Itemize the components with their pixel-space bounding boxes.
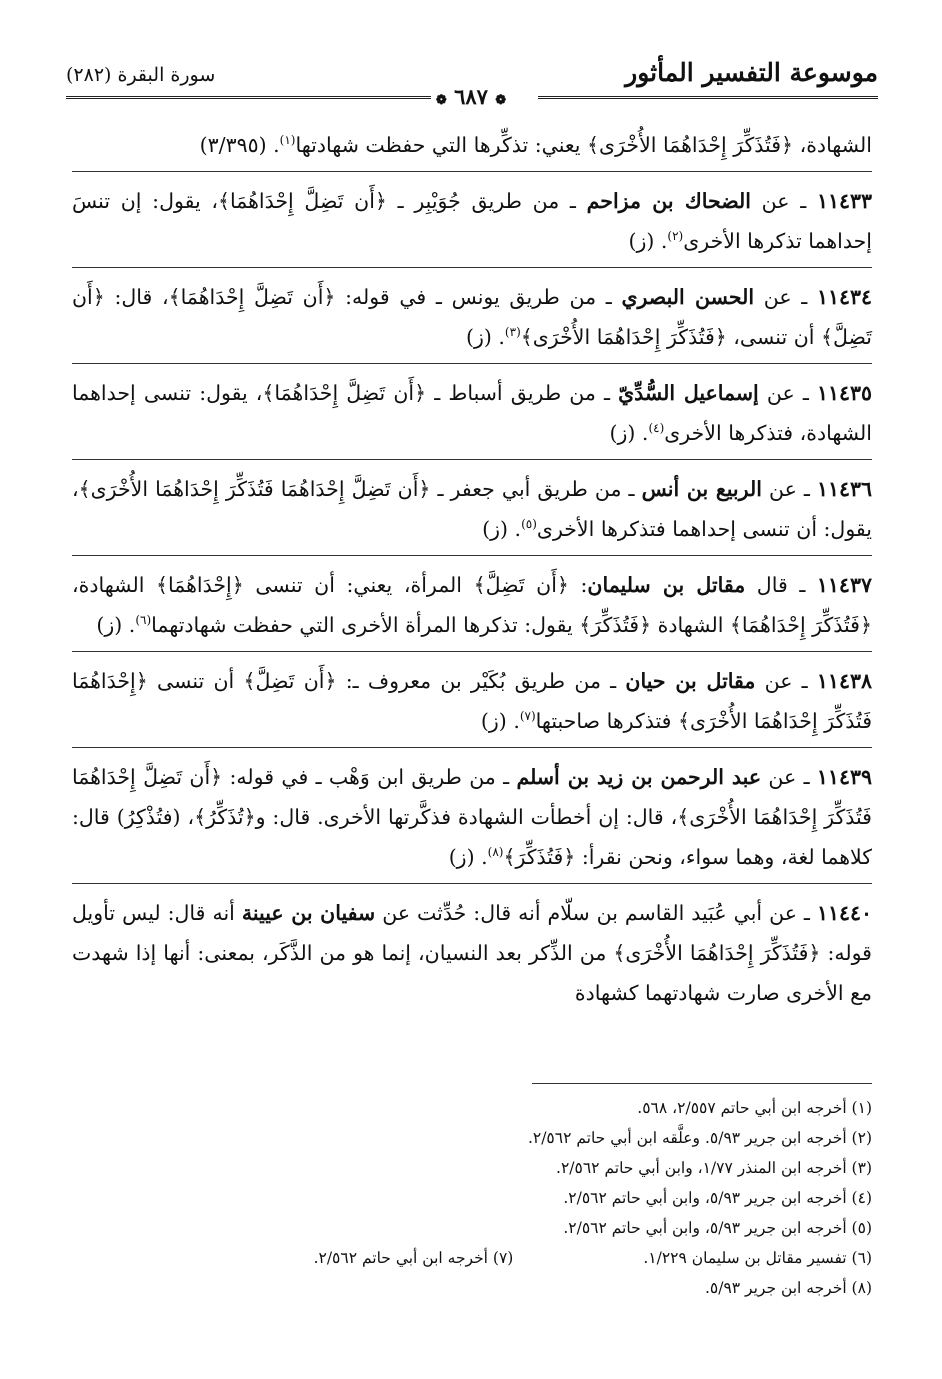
athar-paragraph <box>72 373 872 460</box>
text-segment: ، يقول: تنسى إحداهما الشهادة، فتذكرها الأخرى <box>72 381 872 445</box>
footnote-ref: (٢) <box>667 229 684 244</box>
text-segment: ، قال: <box>104 285 169 309</box>
footnote-ref: (٥) <box>521 517 537 532</box>
text-segment: . (ز) <box>609 421 649 445</box>
athar-number: ١١٤٣٧ <box>816 573 872 597</box>
text-segment: ـ من طريق جُوَيْبِر ـ <box>386 189 587 213</box>
text-segment: . (٣/٣٩٥) <box>199 133 280 157</box>
text-segment: ، يقول: إن تنسَ إحداهما تذكرها الأخرى <box>72 189 872 253</box>
athar-paragraph <box>72 757 872 884</box>
footnote-separator <box>532 1083 872 1084</box>
quran-quote: ﴿أَن تَضِلَّ إِحْدَاهُمَا﴾ <box>217 189 387 213</box>
text-segment: : <box>568 573 588 597</box>
footnote-ref: (٣) <box>504 325 521 340</box>
athar-intro: ـ عن <box>761 765 817 789</box>
text-segment: . (ز) <box>465 325 505 349</box>
athar-intro: ـ عن <box>761 477 817 501</box>
text-segment: . (ز) <box>448 845 488 869</box>
footnote: (٦) تفسير مقاتل بن سليمان ١/٢٢٩. <box>643 1249 872 1267</box>
text-segment: ـ من طريق أبي جعفر ـ <box>430 477 642 501</box>
page-number: ٦٨٧ <box>454 84 488 109</box>
text-segment: أنه قال: ليس تأويل قوله: <box>72 901 872 965</box>
text-segment: الشهادة، <box>72 573 156 597</box>
narrator-name: عبد الرحمن بن زيد بن أسلم <box>516 765 762 789</box>
athar-paragraph <box>72 277 872 364</box>
athar-intro: ـ عن <box>755 669 817 693</box>
footnote: (٣) أخرجه ابن المنذر ١/٧٧، وابن أبي حاتم ٢/٥٦٢. <box>556 1159 872 1177</box>
athar-intro: ـ عن أبي عُبَيد القاسم بن سلّام أنه قال: حُدِّثت عن <box>375 901 817 925</box>
quran-quote: ﴿فَتُذَكِّرَ إِحْدَاهُمَا الأُخْرَى﴾ <box>587 133 794 157</box>
athar-number: ١١٤٣٥ <box>816 381 872 405</box>
athar-intro: ـ عن <box>758 381 817 405</box>
text-segment: الشهادة، <box>793 133 872 157</box>
header-rule-right <box>538 96 878 99</box>
footnote-ref: (١) <box>279 133 296 148</box>
text-segment: ـ من طريق بُكَيْر بن معروف ـ: <box>336 669 626 693</box>
footnote-ref: (٧) <box>519 709 536 724</box>
header-rule-left <box>66 96 431 99</box>
text-segment: المرأة، يعني: أن تنسى <box>243 573 474 597</box>
quran-quote: ﴿أَن تَضِلَّ﴾ <box>72 285 872 349</box>
text-segment: ، قال: إن أخطأت الشهادة فذكَّرتها الأخرى. قال: و <box>255 805 678 829</box>
athar-paragraph <box>72 469 872 556</box>
quran-quote: ﴿أَن تَضِلَّ﴾ <box>243 669 337 693</box>
text-segment: فتذكرها صاحبتها <box>535 709 678 733</box>
athar-paragraph <box>72 181 872 268</box>
narrator-name: مقاتل بن حيان <box>625 669 756 693</box>
athar-number: ١١٤٣٦ <box>816 477 872 501</box>
footnote: (٧) أخرجه ابن أبي حاتم ٢/٥٦٢. <box>313 1249 514 1267</box>
text-segment: . (ز) <box>96 613 136 637</box>
footnote: (٨) أخرجه ابن جرير ٥/٩٣. <box>704 1279 872 1297</box>
text-segment: ـ من طريق أسباط ـ <box>426 381 619 405</box>
text-segment: يقول: تذكرها المرأة الأخرى التي حفظت شهادتهما <box>151 613 580 637</box>
quran-quote: ﴿إِحْدَاهُمَا فَتُذَكِّرَ إِحْدَاهُمَا الأُخْرَى﴾ <box>72 669 872 733</box>
text-segment: ـ من طريق يونس ـ في قوله: <box>335 285 622 309</box>
athar-intro: ـ عن <box>754 285 817 309</box>
quran-quote: ﴿أَن تَضِلَّ إِحْدَاهُمَا﴾ <box>168 285 336 309</box>
quran-quote: ﴿فَتُذَكِّرَ إِحْدَاهُمَا﴾ <box>729 613 872 637</box>
quran-quote: ﴿أَن تَضِلَّ إِحْدَاهُمَا﴾ <box>262 381 427 405</box>
footnote-row <box>72 1243 872 1273</box>
footnote: (٢) أخرجه ابن جرير ٥/٩٣. وعلَّقه ابن أبي حاتم ٢/٥٦٢. <box>527 1129 872 1147</box>
narrator-name: إسماعيل السُّدِّيّ <box>618 381 759 405</box>
narrator-name: الحسن البصري <box>621 285 755 309</box>
surah-label: سورة البقرة (٢٨٢) <box>66 64 216 86</box>
text-segment: أن تنسى <box>147 669 244 693</box>
text-segment: ، يقول: أن تنسى إحداهما فتذكرها الأخرى <box>72 477 872 541</box>
text-segment: . (ز) <box>482 517 522 541</box>
footnote-ref: (٨) <box>487 845 504 860</box>
narrator-name: سفيان بن عيينة <box>241 901 376 925</box>
athar-paragraph <box>72 893 872 1019</box>
book-title: موسوعة التفسير المأثور <box>625 58 878 87</box>
athar-number: ١١٤٣٨ <box>816 669 872 693</box>
text-segment: ـ من طريق ابن وَهْب ـ في قوله: <box>222 765 517 789</box>
quran-quote: ﴿تُذَكِّرُ﴾ <box>194 805 256 829</box>
footnote-ref: (٤) <box>648 421 665 436</box>
text-segment: أن تنسى، <box>726 325 821 349</box>
footnote: (٥) أخرجه ابن جرير ٥/٩٣، وابن أبي حاتم ٢/٥٦٢. <box>563 1219 872 1237</box>
athar-intro: ـ قال <box>745 573 817 597</box>
quran-quote: ﴿أَن تَضِلَّ﴾ <box>473 573 569 597</box>
ornament-icon: ❁ <box>435 93 447 108</box>
footnote-ref: (٦) <box>135 613 152 628</box>
athar-intro: ـ عن <box>750 189 817 213</box>
narrator-name: الربيع بن أنس <box>641 477 762 501</box>
text-segment: . (ز) <box>480 709 520 733</box>
athar-paragraph <box>72 661 872 748</box>
quran-quote: ﴿فَتُذَكِّرَ إِحْدَاهُمَا الأُخْرَى﴾ <box>520 325 727 349</box>
footnotes <box>72 1093 872 1303</box>
text-segment: ، (فتُذْكِرُ) قال: كلاهما لغة، وهما سواء، ونحن نقرأ: <box>72 805 872 869</box>
athar-number: ١١٤٣٣ <box>816 189 872 213</box>
athar-paragraph <box>72 125 872 172</box>
quran-quote: ﴿أَن تَضِلَّ إِحْدَاهُمَا فَتُذَكِّرَ إِحْدَاهُمَا الأُخْرَى﴾ <box>78 477 431 501</box>
text-segment: . (ز) <box>628 229 668 253</box>
ornament-icon: ❁ <box>495 93 507 108</box>
athar-number: ١١٤٣٤ <box>816 285 872 309</box>
page-header <box>66 54 878 110</box>
quran-quote: ﴿إِحْدَاهُمَا﴾ <box>155 573 244 597</box>
text-segment: من الذِّكر بعد النسيان، إنما هو من الذَّكَر، بمعنى: أنها إذا شهدت مع الأخرى صارت شهادتهما كشهادة <box>72 941 872 1005</box>
quran-quote: ﴿فَتُذَكِّرَ إِحْدَاهُمَا الأُخْرَى﴾ <box>613 941 821 965</box>
quran-quote: ﴿فَتُذَكِّرَ﴾ <box>503 845 576 869</box>
narrator-name: الضحاك بن مزاحم <box>586 189 751 213</box>
footnote: (٤) أخرجه ابن جرير ٥/٩٣، وابن أبي حاتم ٢/٥٦٢. <box>563 1189 872 1207</box>
main-text <box>72 125 872 1028</box>
athar-paragraph <box>72 565 872 652</box>
athar-number: ١١٤٣٩ <box>816 765 872 789</box>
footnote: (١) أخرجه ابن أبي حاتم ٢/٥٥٧، ٥٦٨. <box>637 1099 872 1117</box>
athar-number: ١١٤٤٠ <box>816 901 872 925</box>
narrator-name: مقاتل بن سليمان <box>587 573 746 597</box>
quran-quote: ﴿فَتُذَكِّرَ﴾ <box>579 613 652 637</box>
page-number-block <box>411 84 531 109</box>
text-segment: يعني: تذكِّرها التي حفظت شهادتها <box>295 133 588 157</box>
text-segment: الشهادة <box>651 613 730 637</box>
quran-quote: ﴿أَن تَضِلَّ إِحْدَاهُمَا فَتُذَكِّرَ إِحْدَاهُمَا الأُخْرَى﴾ <box>72 765 872 829</box>
